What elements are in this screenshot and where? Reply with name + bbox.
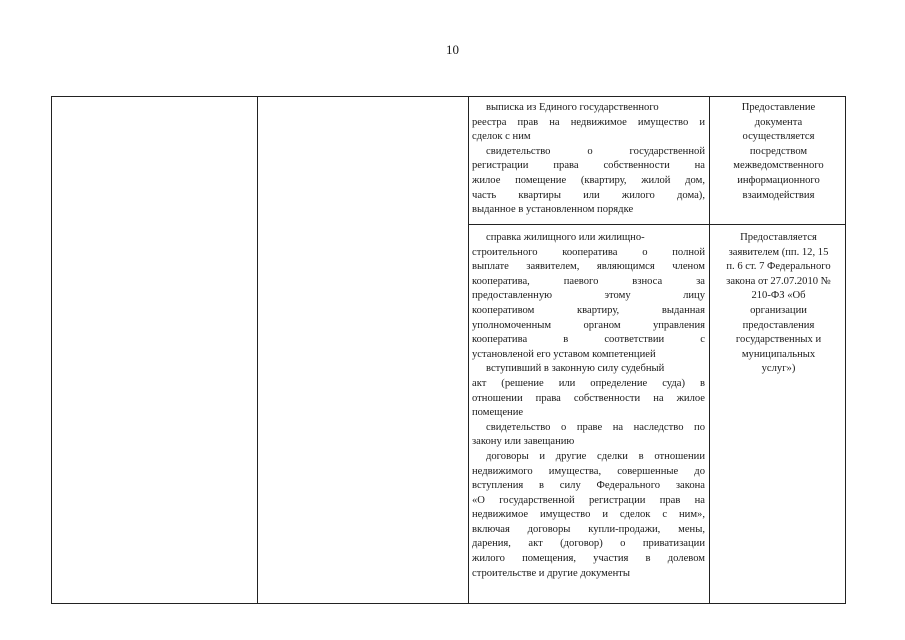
note-line: взаимодействия bbox=[742, 189, 815, 201]
note-line: документа bbox=[754, 116, 803, 128]
document-line: предоставленную этому лицу bbox=[472, 290, 705, 302]
note-line: организации bbox=[750, 304, 807, 316]
note-line: услуг») bbox=[761, 363, 796, 375]
note-line: муниципальных bbox=[741, 348, 816, 360]
document-line: договоры и другие сделки в отношении bbox=[486, 450, 705, 462]
document-line: недвижимого имущества, совершенные до bbox=[472, 465, 705, 477]
document-line: вступления в силу Федерального закона bbox=[472, 480, 705, 492]
document-line: отношении права собственности на жилое bbox=[472, 392, 705, 404]
document-line: реестра прав на недвижимое имущество и bbox=[472, 116, 705, 128]
document-line: установленой его уставом компетенцией bbox=[472, 348, 656, 360]
document-line: выплате заявителем, являющимся членом bbox=[472, 261, 705, 273]
document-line: недвижимое имущество и сделок с ним», bbox=[472, 509, 705, 521]
column-divider-3 bbox=[709, 97, 710, 603]
row1-note-cell bbox=[712, 101, 845, 203]
note-line: 210-ФЗ «Об bbox=[751, 290, 806, 302]
note-line: п. 6 ст. 7 Федерального bbox=[726, 261, 831, 273]
document-line: закону или завещанию bbox=[472, 436, 575, 448]
note-line: межведомственного bbox=[733, 160, 824, 172]
note-line: осуществляется bbox=[742, 131, 815, 143]
note-line: заявителем (пп. 12, 15 bbox=[728, 246, 829, 258]
document-line: свидетельство о государственной bbox=[486, 145, 705, 157]
document-line: кооператива, паевого взноса за bbox=[472, 275, 705, 287]
document-line: свидетельство о праве на наследство по bbox=[486, 421, 705, 433]
document-line: «О государственной регистрации прав на bbox=[472, 494, 705, 506]
document-line: выписка из Единого государственного bbox=[486, 102, 659, 113]
row2-note-cell bbox=[712, 231, 845, 377]
document-line: регистрации права собственности на bbox=[472, 160, 705, 172]
row1-documents-cell bbox=[472, 101, 705, 218]
document-line: сделок с ним bbox=[472, 131, 531, 143]
document-line: включая договоры купли-продажи, мены, bbox=[472, 523, 705, 535]
documents-table bbox=[51, 96, 846, 604]
note-line: Предоставляется bbox=[740, 232, 817, 243]
document-line: кооператива в соответствии с bbox=[472, 334, 705, 346]
page-number: 10 bbox=[446, 42, 459, 57]
document-line: выданное в установленном порядке bbox=[472, 204, 634, 216]
note-line: предоставления bbox=[742, 319, 815, 331]
document-line: жилое помещение (квартиру, жилой дом, bbox=[472, 174, 705, 186]
note-line: посредством bbox=[749, 145, 808, 157]
note-line: государственных и bbox=[735, 334, 822, 346]
document-line: справка жилищного или жилищно- bbox=[486, 232, 645, 243]
document-line: вступивший в законную силу судебный bbox=[486, 363, 665, 375]
document-line: жилого помещения, участия в долевом bbox=[472, 553, 705, 565]
document-line: уполномоченным органом управления bbox=[472, 319, 705, 331]
document-line: дарения, акт (договор) о приватизации bbox=[472, 538, 705, 550]
note-line: Предоставление bbox=[741, 102, 816, 113]
note-line: закона от 27.07.2010 № bbox=[726, 275, 831, 287]
document-line: акт (решение или определение суда) в bbox=[472, 377, 705, 389]
document-line: строительного кооператива о полной bbox=[472, 246, 705, 258]
document-line: кооперативом квартиру, выданная bbox=[472, 304, 705, 316]
document-line: строительстве и другие документы bbox=[472, 567, 630, 579]
note-line: информационного bbox=[737, 174, 820, 186]
column-divider-2 bbox=[468, 97, 469, 603]
row2-documents-cell bbox=[472, 231, 705, 581]
document-line: помещение bbox=[472, 407, 524, 419]
column-divider-1 bbox=[257, 97, 258, 603]
document-line: часть квартиры или жилого дома), bbox=[472, 189, 705, 201]
row-divider bbox=[468, 224, 846, 225]
